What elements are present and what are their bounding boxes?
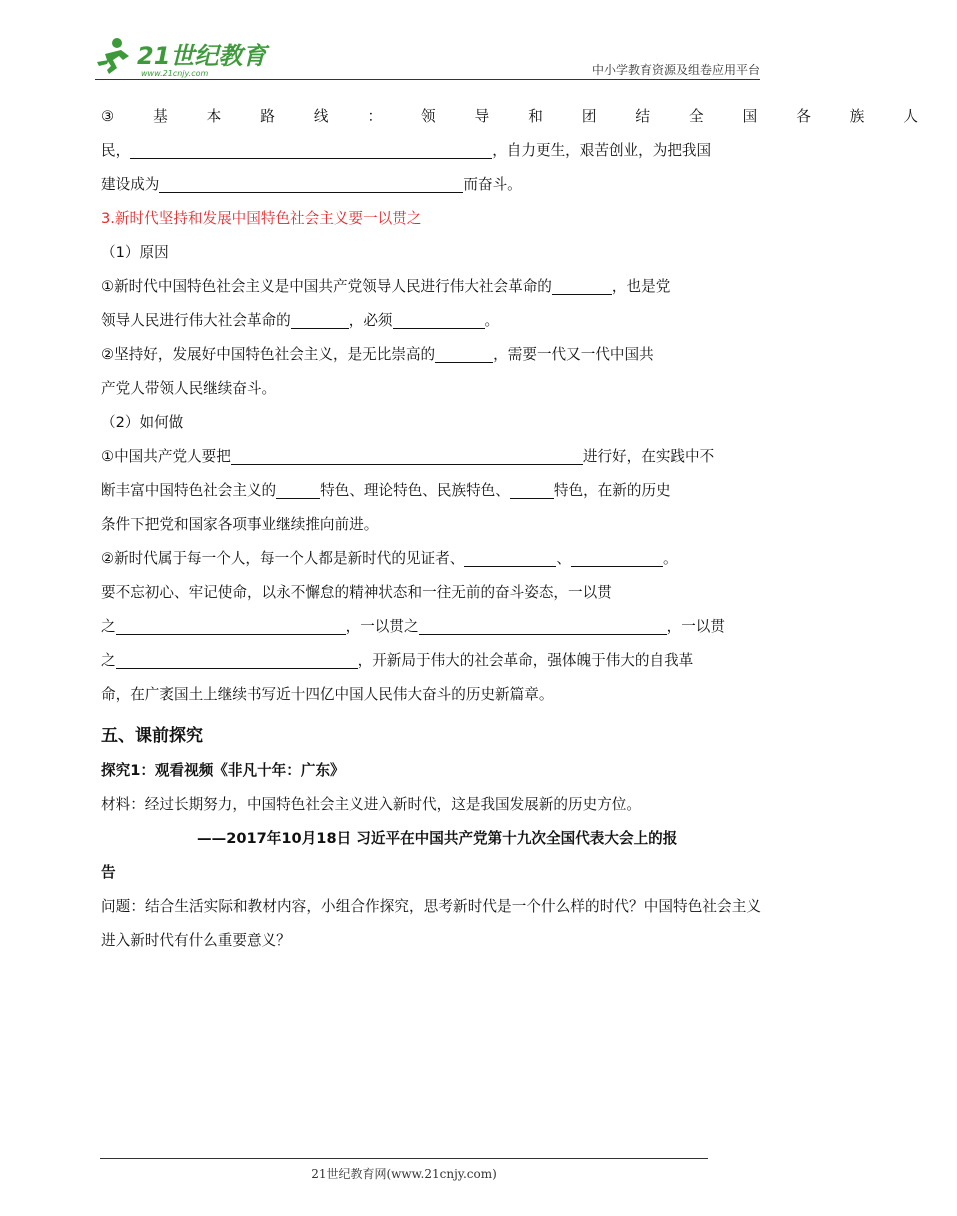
fill-blank[interactable] — [291, 310, 349, 329]
paragraph-line: 民， ，自力更生，艰苦创业，为把我国 — [101, 142, 712, 159]
footer-text: 21世纪教育网(www.21cnjy.com) — [311, 1167, 497, 1181]
fill-blank[interactable] — [464, 548, 556, 567]
paragraph-line: 产党人带领人民继续奋斗。 — [101, 380, 277, 397]
fill-blank[interactable] — [276, 480, 320, 499]
fill-blank[interactable] — [393, 310, 485, 329]
subsection-heading: （2）如何做 — [101, 414, 184, 431]
site-logo — [95, 36, 265, 78]
fill-blank[interactable] — [130, 140, 492, 159]
question-text: 问题：结合生活实际和教材内容，小组合作探究，思考新时代是一个什么样的时代？中国特色社会主义进入新时代有什么重要意义？ — [101, 898, 761, 949]
paragraph-line: 要不忘初心、牢记使命，以永不懈怠的精神状态和一往无前的奋斗姿态，一以贯 — [101, 584, 612, 601]
section-title: 五、课前探究 — [101, 726, 203, 746]
subsection-heading: （1）原因 — [101, 244, 169, 261]
material-text: 材料：经过长期努力，中国特色社会主义进入新时代，这是我国发展新的历史方位。 — [101, 796, 641, 813]
paragraph-line: ①中国共产党人要把 进行好，在实践中不 — [101, 448, 715, 465]
explore-title: 探究1：观看视频《非凡十年：广东》 — [101, 762, 345, 779]
paragraph-line: ②新时代属于每一个人，每一个人都是新时代的见证者、 、 。 — [101, 550, 678, 567]
paragraph-line: 领导人民进行伟大社会革命的 ，必须 。 — [101, 312, 500, 329]
paragraph-line: 建设成为 而奋斗。 — [101, 176, 522, 193]
platform-name: 中小学教育资源及组卷应用平台 — [591, 63, 760, 77]
paragraph-line: 命，在广袤国土上继续书写近十四亿中国人民伟大奋斗的历史新篇章。 — [101, 686, 554, 703]
paragraph-line: 之 ，开新局于伟大的社会革命，强体魄于伟大的自我革 — [101, 652, 694, 669]
fill-blank[interactable] — [571, 548, 663, 567]
paragraph-line: 断丰富中国特色社会主义的 特色、理论特色、民族特色、 特色，在新的历史 — [101, 482, 671, 499]
svg-text:21世纪教育: 21世纪教育 — [137, 42, 267, 70]
fill-blank[interactable] — [116, 650, 358, 669]
section-heading: 3.新时代坚持和发展中国特色社会主义要一以贯之 — [101, 210, 422, 227]
material-source: ——2017年10月18日 习近平在中国共产党第十九次全国代表大会上的报 — [197, 830, 678, 847]
paragraph-line: 条件下把党和国家各项事业继续推向前进。 — [101, 516, 379, 533]
fill-blank[interactable] — [510, 480, 554, 499]
fill-blank[interactable] — [116, 616, 346, 635]
fill-blank[interactable] — [419, 616, 667, 635]
footer-divider — [100, 1158, 708, 1159]
paragraph-line: ①新时代中国特色社会主义是中国共产党领导人民进行伟大社会革命的 ，也是党 — [101, 278, 671, 295]
paragraph-line: ②坚持好，发展好中国特色社会主义，是无比崇高的 ，需要一代又一代中国共 — [101, 346, 654, 363]
document-body — [101, 100, 957, 958]
fill-blank[interactable] — [231, 446, 583, 465]
fill-blank[interactable] — [552, 276, 612, 295]
page-header — [95, 36, 760, 80]
paragraph-line: ③基本路线：领导和团结全国各族人 — [101, 108, 957, 125]
header-divider — [95, 79, 760, 80]
fill-blank[interactable] — [159, 174, 463, 193]
paragraph-line: 之 ，一以贯之 ，一以贯 — [101, 618, 725, 635]
material-source-cont: 告 — [101, 864, 116, 881]
fill-blank[interactable] — [435, 344, 493, 363]
page-footer — [100, 1158, 708, 1182]
svg-text:www.21cnjy.com: www.21cnjy.com — [141, 69, 209, 78]
